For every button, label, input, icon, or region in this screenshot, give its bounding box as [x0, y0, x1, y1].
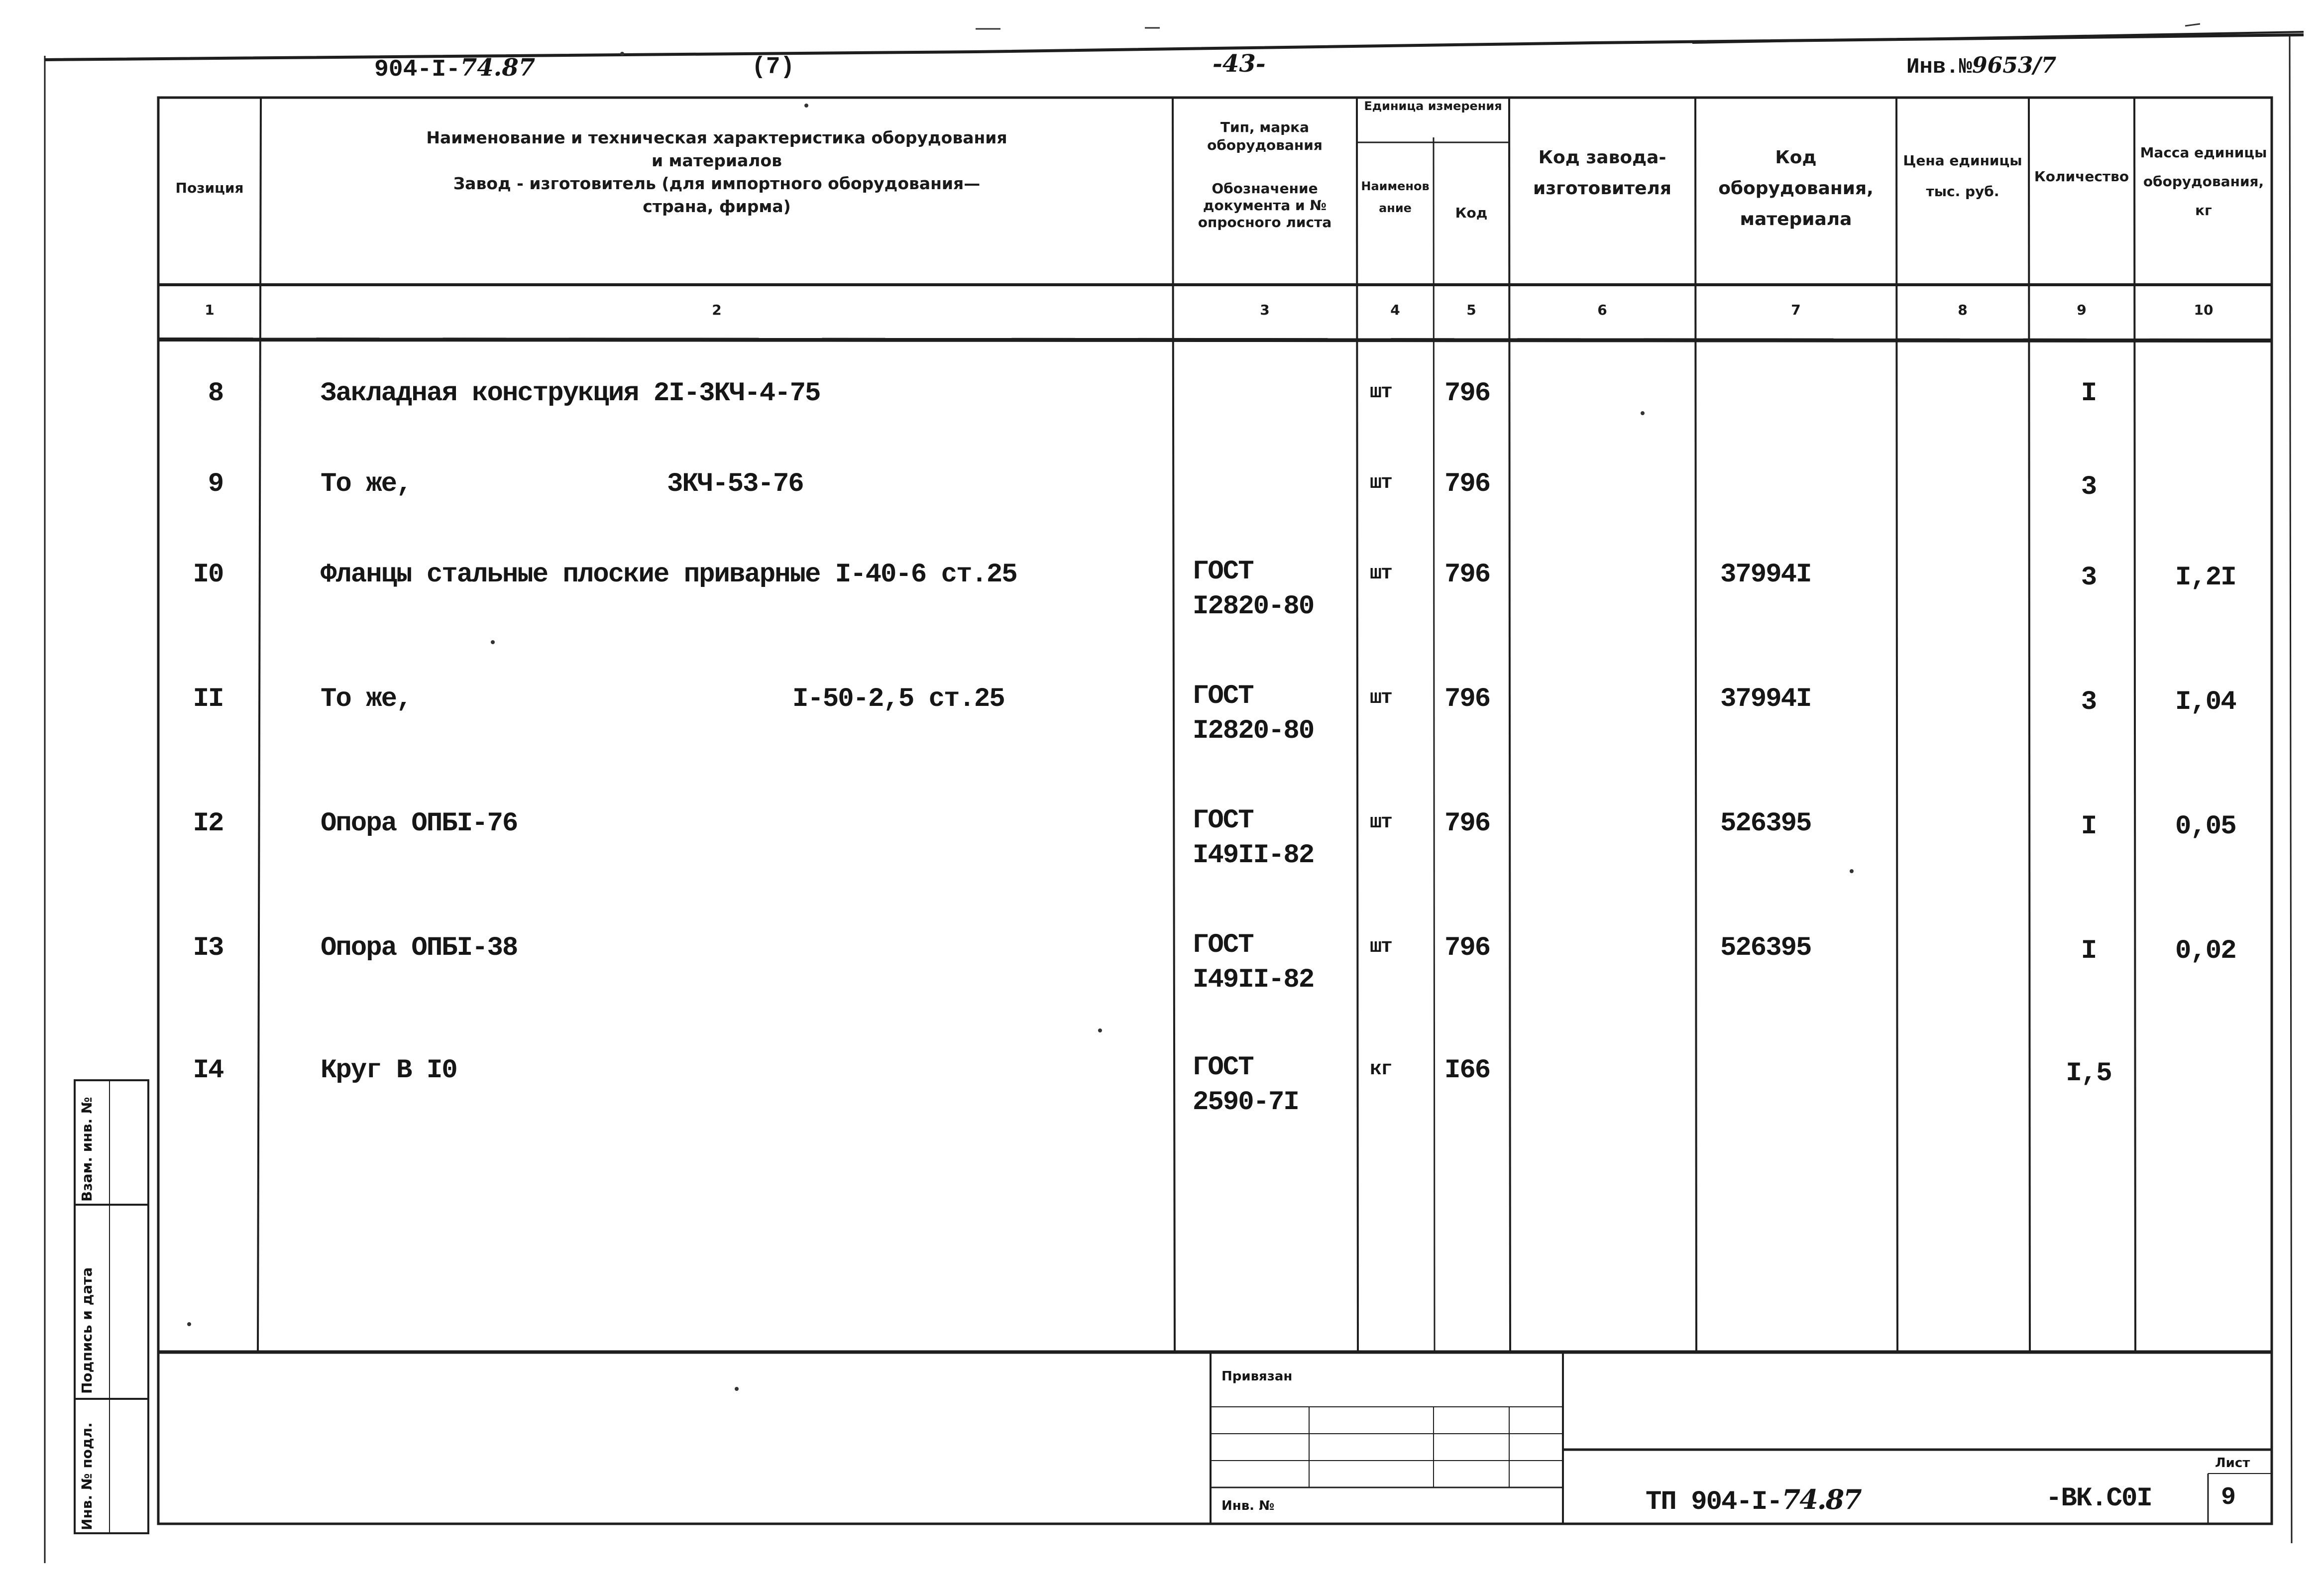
row-position: I3	[193, 933, 223, 963]
colnum-6: 6	[1597, 302, 1607, 318]
stamp-document-code: ТП 904-I-74.87	[1646, 1483, 1861, 1517]
row-name: Фланцы стальные плоские приварные I-40-6 ст.25	[321, 560, 1017, 590]
row-equipment-code: 37994I	[1720, 560, 1811, 590]
header-mfr-code: Код завода-изготовителя	[1533, 147, 1672, 199]
row-quantity: I	[2081, 378, 2097, 409]
side-label-original-inv: Инв. № подл.	[79, 1422, 95, 1530]
stamp-inv-number: Инв. №	[1221, 1498, 1275, 1513]
colnum-7: 7	[1791, 302, 1801, 318]
row-name-detail: I-50-2,5 ст.25	[792, 684, 1004, 714]
header-position: Позиция	[175, 180, 244, 196]
row-unit: шт	[1370, 381, 1392, 404]
stamp-document-suffix: -ВК.С0I	[2046, 1483, 2152, 1514]
colnum-1: 1	[205, 302, 215, 318]
row-unit-code: 796	[1444, 808, 1490, 839]
row-position: I2	[193, 808, 223, 839]
header-unit-code: Код	[1455, 205, 1488, 221]
row-quantity: I,5	[2066, 1058, 2111, 1089]
sheet-in-parens: (7)	[752, 54, 795, 81]
header-unit-group: Единица измерения	[1364, 99, 1502, 113]
row-name-detail: 3КЧ-53-76	[667, 469, 803, 499]
row-position: 9	[208, 469, 223, 499]
side-label-replaced-inv: Взам. инв. №	[79, 1097, 95, 1202]
row-document: ГОСТ I2820-80	[1193, 681, 1314, 746]
row-unit-code: 796	[1444, 933, 1490, 963]
header-price: Цена единицы тыс. руб.	[1903, 152, 2022, 200]
colnum-5: 5	[1466, 302, 1476, 318]
stamp-list-label: Лист	[2215, 1456, 2250, 1471]
row-name: То же,	[321, 684, 412, 714]
inventory-number: Инв.№9653/7	[1906, 53, 2057, 80]
row-position: II	[193, 684, 223, 714]
header-unit-name: Наименование	[1361, 179, 1430, 215]
row-quantity: 3	[2081, 687, 2097, 717]
row-mass: 0,05	[2175, 811, 2236, 842]
header-document: Обозначение документа и № опросного листа	[1198, 180, 1332, 230]
row-quantity: I	[2081, 936, 2097, 966]
row-equipment-code: 37994I	[1720, 684, 1811, 714]
row-unit-code: 796	[1444, 378, 1490, 409]
row-position: I4	[193, 1055, 223, 1086]
row-unit: шт	[1370, 687, 1392, 709]
colnum-4: 4	[1390, 302, 1400, 318]
row-quantity: I	[2081, 811, 2097, 842]
row-name: Опора ОПБI-76	[321, 808, 518, 839]
row-document: ГОСТ 2590-7I	[1193, 1052, 1299, 1118]
colnum-2: 2	[712, 302, 722, 318]
row-unit-code: 796	[1444, 560, 1490, 590]
row-equipment-code: 526395	[1720, 808, 1811, 839]
row-unit: кг	[1370, 1058, 1392, 1081]
row-document: ГОСТ I49II-82	[1193, 805, 1314, 871]
row-name: То же,	[321, 469, 412, 499]
row-mass: I,2I	[2175, 563, 2236, 593]
header-name: Наименование и техническая характеристика оборудования и материалов Завод - изготовитель (для импортного оборудования— страна, фирма)	[426, 128, 1007, 216]
row-unit: шт	[1370, 811, 1392, 834]
row-name: Круг В I0	[321, 1055, 457, 1086]
colnum-10: 10	[2194, 302, 2213, 318]
row-unit-code: I66	[1444, 1055, 1490, 1086]
row-quantity: 3	[2081, 472, 2097, 502]
colnum-3: 3	[1260, 302, 1270, 318]
row-unit-code: 796	[1444, 684, 1490, 714]
stamp-privyazan: Привязан	[1221, 1369, 1293, 1384]
row-position: I0	[193, 560, 223, 590]
doc-code-top: 904-I-74.87	[374, 54, 536, 83]
header-quantity: Количество	[2034, 168, 2129, 185]
colnum-9: 9	[2077, 302, 2087, 318]
row-document: ГОСТ I2820-80	[1193, 557, 1314, 622]
header-mass: Масса единицы оборудования, кг	[2140, 144, 2267, 219]
row-quantity: 3	[2081, 563, 2097, 593]
row-unit-code: 796	[1444, 469, 1490, 499]
row-unit: шт	[1370, 936, 1392, 958]
header-type: Тип, марка оборудования	[1207, 119, 1323, 153]
row-mass: I,04	[2175, 687, 2236, 717]
row-unit: шт	[1370, 563, 1392, 585]
row-name: Закладная конструкция 2I-3КЧ-4-75	[321, 378, 820, 409]
header-equip-code: Код оборудования, материала	[1718, 147, 1874, 229]
stamp-list-value: 9	[2221, 1483, 2235, 1512]
page-number: -43-	[1213, 50, 1266, 78]
row-unit: шт	[1370, 472, 1392, 494]
colnum-8: 8	[1958, 302, 1968, 318]
side-label-signature-date: Подпись и дата	[79, 1267, 95, 1394]
row-mass: 0,02	[2175, 936, 2236, 966]
row-document: ГОСТ I49II-82	[1193, 930, 1314, 995]
row-name: Опора ОПБI-38	[321, 933, 518, 963]
row-equipment-code: 526395	[1720, 933, 1811, 963]
row-position: 8	[208, 378, 223, 409]
